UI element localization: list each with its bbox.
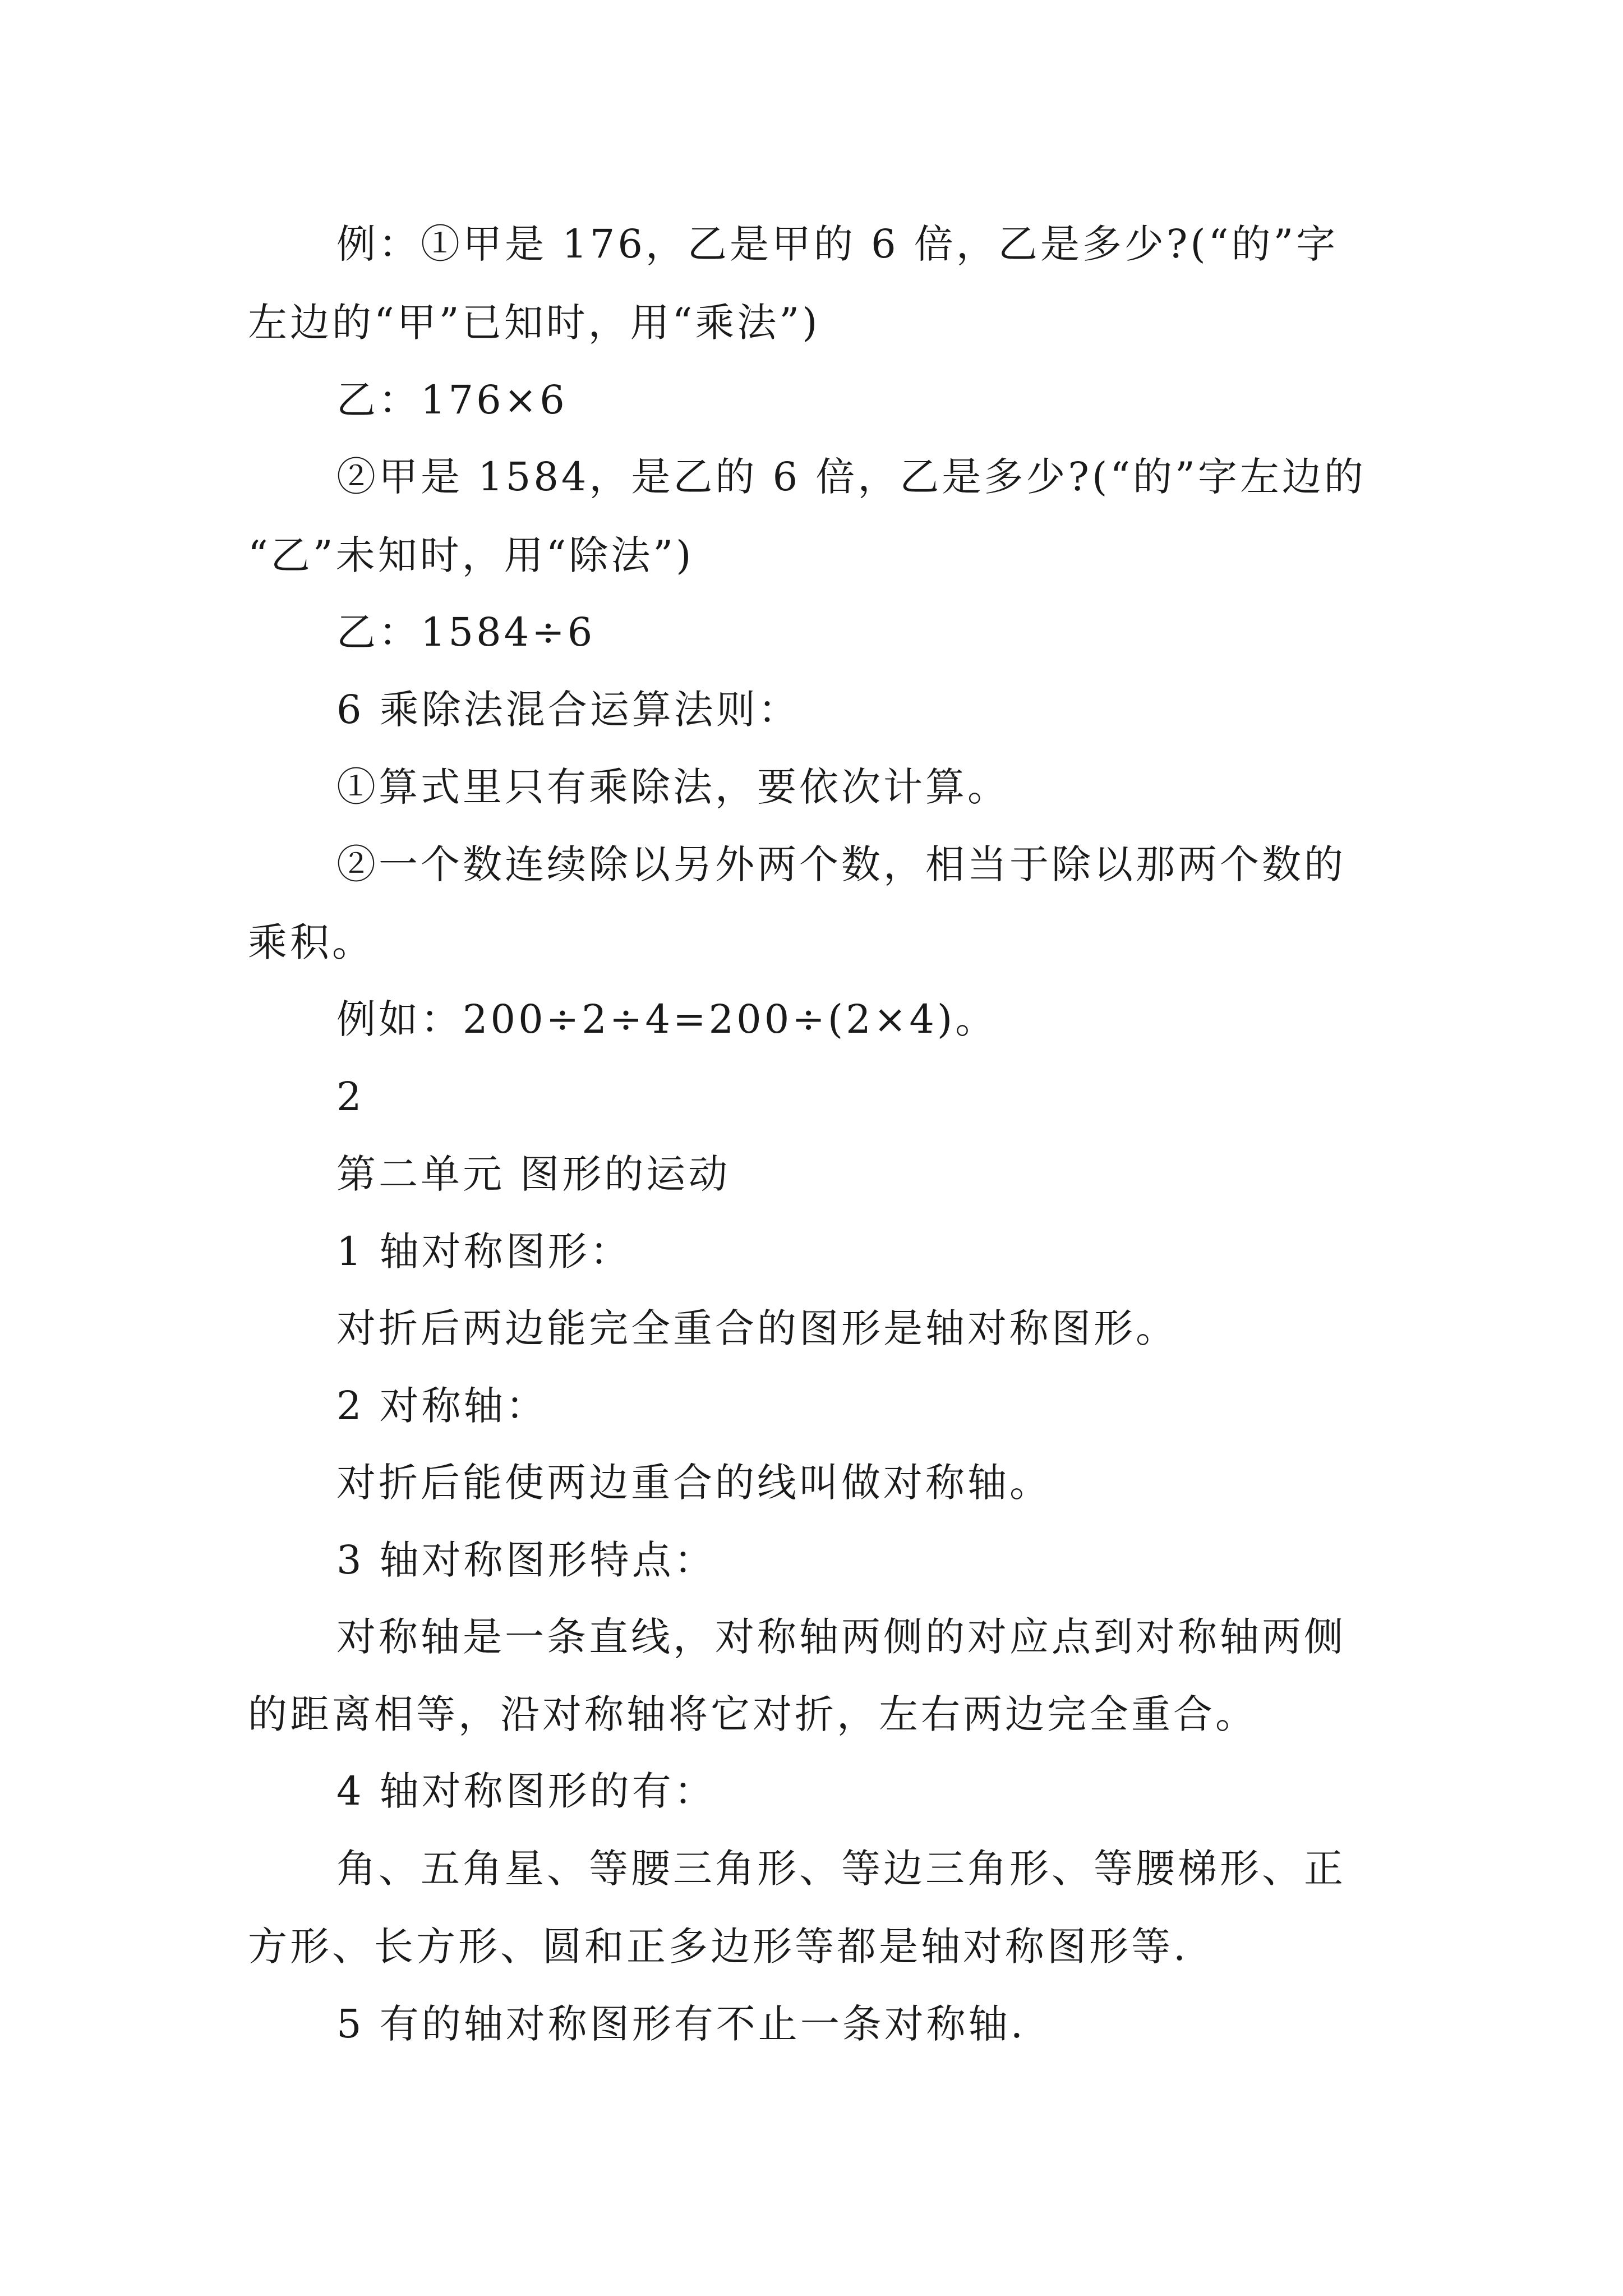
topic-4-body: 角、五角星、等腰三角形、等边三角形、等腰梯形、正 <box>336 1846 1346 1892</box>
rule-item-2: ②一个数连续除以另外两个数，相当于除以那两个数的 <box>336 841 1346 887</box>
rule-heading: 6 乘除法混合运算法则： <box>336 687 800 733</box>
topic-2-body: 对折后能使两边重合的线叫做对称轴。 <box>336 1460 1052 1506</box>
rule-item-1: ①算式里只有乘除法，要依次计算。 <box>336 764 1009 810</box>
rule-item-2-cont: 乘积。 <box>248 919 374 965</box>
example-1-text: 例：①甲是 176，乙是甲的 6 倍，乙是多少?(“的”字 <box>336 221 1339 267</box>
topic-3-body-cont: 的距离相等，沿对称轴将它对折，左右两边完全重合。 <box>248 1691 1257 1737</box>
rule-example: 例如：200÷2÷4=200÷(2×4)。 <box>336 996 998 1042</box>
topic-1-heading: 1 轴对称图形： <box>336 1228 632 1274</box>
topic-2-heading: 2 对称轴： <box>336 1383 548 1429</box>
topic-3-heading: 3 轴对称图形特点： <box>336 1537 716 1583</box>
unit-title: 第二单元 图形的运动 <box>336 1151 731 1197</box>
example-2-text: ②甲是 1584，是乙的 6 倍，乙是多少?(“的”字左边的 <box>336 454 1366 500</box>
topic-4-body-cont: 方形、长方形、圆和正多边形等都是轴对称图形等. <box>248 1924 1189 1970</box>
example-2-text-cont: “乙”未知时，用“除法”) <box>248 532 694 578</box>
example-2-answer: 乙：1584÷6 <box>336 609 596 655</box>
topic-5-heading: 5 有的轴对称图形有不止一条对称轴. <box>336 2001 1026 2047</box>
topic-4-heading: 4 轴对称图形的有： <box>336 1768 716 1814</box>
example-1-text-cont: 左边的“甲”已知时，用“乘法”) <box>248 300 820 346</box>
example-1-answer: 乙：176×6 <box>336 377 568 423</box>
section-number: 2 <box>336 1074 365 1120</box>
topic-1-body: 对折后两边能完全重合的图形是轴对称图形。 <box>336 1305 1178 1351</box>
topic-3-body: 对称轴是一条直线，对称轴两侧的对应点到对称轴两侧 <box>336 1614 1346 1660</box>
